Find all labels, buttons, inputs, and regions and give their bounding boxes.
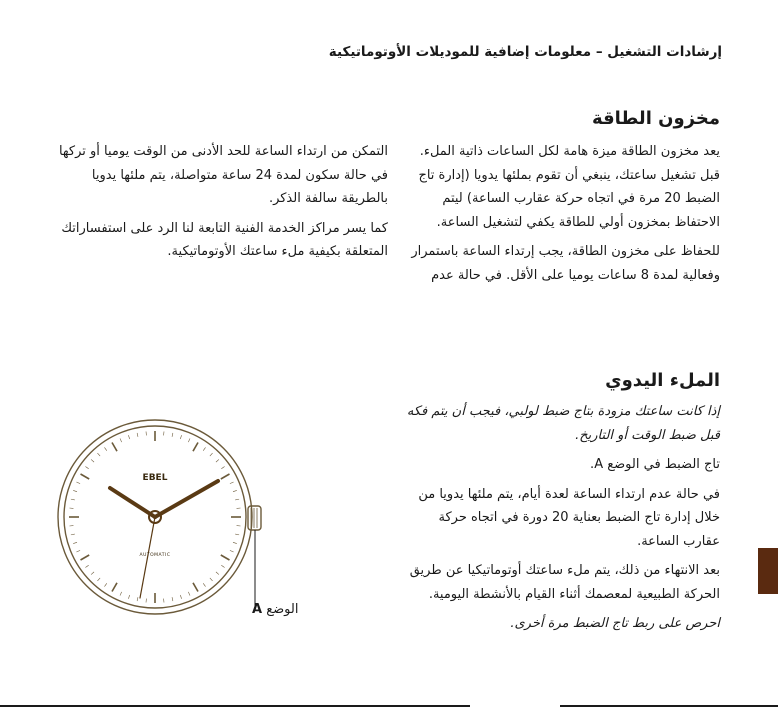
minute-tick — [120, 592, 122, 596]
dial-text: AUTOMATIC — [139, 553, 171, 558]
minute-tick — [230, 482, 234, 484]
minute-tick — [221, 565, 224, 567]
hour-tick — [81, 474, 90, 479]
minute-tick — [85, 466, 88, 468]
hour-tick — [221, 555, 230, 560]
hour-tick — [193, 583, 198, 592]
page-header: إرشادات التشغيل – معلومات إضافية للموديلات الأوتوماتيكية — [328, 44, 722, 60]
crown — [248, 506, 261, 530]
intro-note: إذا كانت ساعتك مزودة بتاج ضبط لولبي، فيجب أن يتم فكه قبل ضبط الوقت أو التاريخ. — [406, 404, 720, 443]
section-title-power-reserve: مخزون الطاقة — [591, 108, 720, 129]
hour-tick — [81, 555, 90, 560]
manual-winding-column — [398, 400, 720, 642]
section-title-manual-winding: الملء اليدوي — [605, 370, 720, 391]
hour-tick — [221, 474, 230, 479]
minute-tick — [73, 490, 77, 491]
minute-tick — [216, 459, 219, 462]
minute-tick — [221, 466, 224, 468]
hour-tick — [193, 443, 198, 452]
brand-logo: EBEL — [142, 473, 168, 483]
minute-tick — [233, 542, 237, 543]
hour-hand — [110, 488, 155, 517]
minute-tick — [71, 499, 75, 500]
power-reserve-left-column — [56, 140, 388, 270]
minute-tick — [203, 583, 205, 586]
minute-tick — [73, 542, 77, 543]
footer-rule — [560, 705, 778, 707]
minute-tick — [71, 534, 75, 535]
minute-tick — [172, 597, 173, 601]
minute-tick — [233, 490, 237, 491]
minute-tick — [76, 550, 80, 552]
minute-tick — [172, 433, 173, 437]
paragraph: في حالة عدم ارتداء الساعة لعدة أيام، يتم ملئها يدويا من خلال إدارة تاج الضبط بعناية 20 دورة في اتجاه حركة عقارب الساعة. — [418, 486, 720, 549]
minute-tick — [216, 572, 219, 575]
crown-position-label — [252, 602, 298, 617]
minute-tick — [128, 595, 129, 599]
minute-tick — [180, 435, 181, 439]
minute-tick — [97, 578, 100, 581]
minute-tick — [85, 565, 88, 567]
minute-tick — [97, 453, 100, 456]
position-letter: A — [252, 602, 263, 617]
minute-tick — [104, 447, 106, 450]
watch-illustration — [48, 418, 278, 618]
paragraph: بعد الانتهاء من ذلك، يتم ملء ساعتك أوتوماتيكيا عن طريق الحركة الطبيعية لمعصمك أثناء القيام بالأنشطة اليومية. — [409, 563, 720, 602]
paragraph: التمكن من ارتداء الساعة للحد الأدنى من الوقت يوميا أو تركها في حالة سكون لمدة 24 ساعة متواصلة، يتم ملئها يدويا بالطريقة سالفة الذكر. — [58, 144, 388, 206]
footer-rule — [0, 705, 470, 707]
minute-tick — [188, 438, 190, 442]
minute-tick — [137, 597, 138, 601]
closing-note: احرص على ربط تاج الضبط مرة أخرى. — [510, 616, 720, 631]
power-reserve-right-column — [398, 140, 720, 293]
page-tab-marker — [758, 548, 778, 594]
minute-tick — [230, 550, 234, 552]
minute-tick — [104, 583, 106, 586]
minute-tick — [128, 435, 129, 439]
minute-tick — [235, 534, 239, 535]
minute-tick — [210, 453, 213, 456]
position-label-text: الوضع — [266, 602, 299, 617]
minute-tick — [91, 459, 94, 462]
crown-position-text: تاج الضبط في الوضع A. — [590, 457, 720, 472]
minute-tick — [203, 447, 205, 450]
paragraph: للحفاظ على مخزون الطاقة، يجب إرتداء الساعة باستمرار وفعالية لمدة 8 ساعات يوميا على الأقل. في حالة عدم — [411, 244, 720, 283]
minute-tick — [180, 595, 181, 599]
minute-tick — [235, 499, 239, 500]
minute-tick — [76, 482, 80, 484]
hour-tick — [112, 583, 117, 592]
minute-tick — [137, 433, 138, 437]
paragraph: يعد مخزون الطاقة ميزة هامة لكل الساعات ذاتية الملء. قبل تشغيل ساعتك، ينبغي أن تقوم بملئها يدويا (إدارة تاج الضبط 20 مرة في اتجاه حركة عقارب الساعة) ليتم الاحتفاظ بمخزون أولي للطاقة يكفي لتشغيل الساعة. — [418, 144, 720, 230]
paragraph: كما يسر مراكز الخدمة الفنية التابعة لنا الرد على استفساراتك المتعلقة بكيفية ملء ساعتك الأوتوماتيكية. — [61, 220, 388, 259]
minute-tick — [91, 572, 94, 575]
minute-tick — [120, 438, 122, 442]
minute-tick — [188, 592, 190, 596]
minute-tick — [210, 578, 213, 581]
hour-tick — [112, 443, 117, 452]
minute-hand — [155, 481, 218, 517]
